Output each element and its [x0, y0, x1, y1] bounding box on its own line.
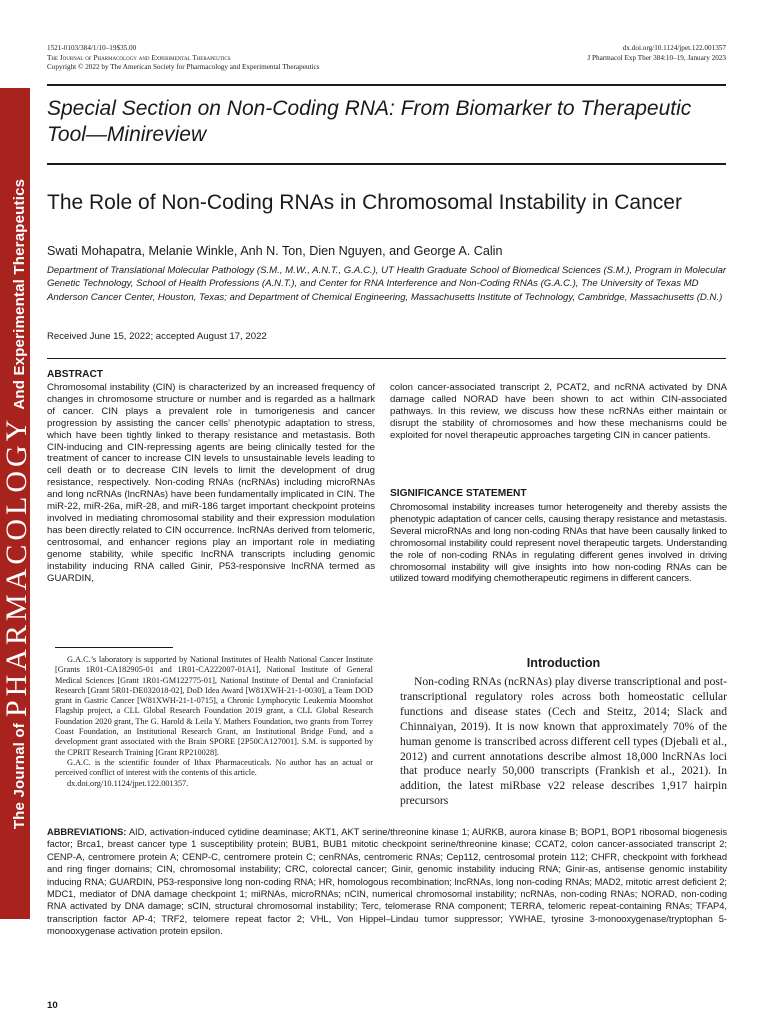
- section-title: Special Section on Non-Coding RNA: From Biomarker to Therapeutic Tool—Minireview: [47, 97, 692, 146]
- header-right: [587, 44, 726, 63]
- citation-line: J Pharmacol Exp Ther 384:10–19, January 2023: [587, 53, 726, 62]
- article-title: The Role of Non-Coding RNAs in Chromosomal Instability in Cancer: [47, 191, 682, 214]
- abbreviations-block: [47, 826, 727, 938]
- top-rule: [47, 84, 726, 86]
- introduction-heading: Introduction: [526, 656, 601, 670]
- header-left: [47, 44, 319, 73]
- affiliations: Department of Translational Molecular Pathology (S.M., M.W., A.N.T., G.A.C.), UT Health Graduate School of Biomedical Sciences (S.M.), Program in Molecular Genetic Technology, School of Health Professions (A.N.T.), and Center for RNA Interference and Non-Coding RNAs (G.A.C.), The University of Texas MD Anderson Cancer Center, Houston, Texas; and Department of Chemical Engineering, Massachusetts Institute of Technology, Cambridge, Massachusetts (D.N.): [47, 265, 727, 303]
- spine-text-part2: PHARMACOLOGY: [0, 415, 33, 718]
- header-divider: [47, 358, 726, 359]
- journal-spine-title: [0, 178, 33, 830]
- funding-footnote: G.A.C.’s laboratory is supported by National Institutes of Health National Cancer Institute [Grants 1R01-CA182905-01 and 1R01-CA222007-01A1], National Institute of General Medical Sciences [Grant 1R01-GM122775-01], National Institute of Dental and Craniofacial Research [Grant 5R01-DE032018-02], DoD Idea Award [W81XWH-21-1-0030], a Team DOD grant in Gastric Cancer [W81XWH-21-1-0715], a Chronic Lymphocytic Leukemia Moonshot Flagship project, a CLL Global Research Foundation 2019 grant, a CLL Global Research Foundation 2020 grant, The G. Harold & Leila Y. Mathers Foundation, two grants from Torrey Coast Foundation, an Institutional Research Grant, an Institutional Bridge Fund, and a development grant associated with the Brain SPORE [2P50CA127001]. S.M. is supported by the CPRIT Research Training [Grant RP210028].: [55, 655, 373, 757]
- doi-footnote: dx.doi.org/10.1124/jpet.122.001357.: [67, 778, 189, 788]
- abbreviations-text: AID, activation-induced cytidine deaminase; AKT1, AKT serine/threonine kinase 1; AURKB, aurora kinase B; BOP1, BOP1 ribosomal biogenesis factor; Brca1, breast cancer type 1 susceptibility protein; BUB1, BUB1 mitotic checkpoint serine/threonine kinase; CCAT2, colon cancer-associated transcript 2; CENP-A, centromere protein A; CENP-C, centromere protein C; cenRNAs, centromeric RNAs; Cep112, centrosomal protein 112; CHFR, checkpoint with forkhead and ring finger domains; CIN, chromosomal instability; CRC, colorectal cancer; Ginir, genomic instability inducing RNA; Ginir-as, antisense genomic instability inducing RNA; GUARDIN, P53-responsive long non-coding RNA; HR, homologous recombination; lncRNAs, long non-coding RNAs; MAD2, mitotic arrest deficient 2; MDC1, mediator of DNA damage checkpoint 1; miRNAs, microRNAs; nCIN, numerical chromosomal instability; ncRNAs, non-coding RNAs; NORAD, non-coding RNA activated by DNA damage; sCIN, structural chromosomal instability; Terc, telomerase RNA component; TERRA, telomeric repeat-containing RNAs; TFAP4, transcription factor AP-4; TRF2, telomere repeat factor 2; VHL, Von Hippel–Lindau tumor suppressor; YWHAE, tyrosine 3-monooxygenase/tryptophan 5-monooxygenase activation protein epsilon.: [47, 827, 727, 937]
- abbreviations-label: ABBREVIATIONS:: [47, 827, 127, 837]
- significance-text: Chromosomal instability increases tumor heterogeneity and thereby assists the phenotypic adaptation of cancer cells, causing therapy resistance and metastasis. Several microRNAs and long non-coding RNAs that have been causally linked to chromosomal instability could represent novel therapeutic targets. Understanding the role of non-coding RNAs in regulating different genes involved in driving chromosomal instability will give insights into how non-coding RNAs can be utilized toward modifying chemotherapeutic regimens in different cancers.: [390, 502, 727, 585]
- significance-heading: SIGNIFICANCE STATEMENT: [390, 488, 527, 499]
- spine-text-part3: And Experimental Therapeutics: [11, 178, 28, 410]
- section-rule: [47, 163, 726, 165]
- footnotes: [55, 655, 373, 789]
- abstract-heading: ABSTRACT: [47, 369, 104, 380]
- conflict-footnote: G.A.C. is the scientific founder of Ithax Pharmaceuticals. No author has an actual or perceived conflict of interest with the contents of this article.: [55, 757, 373, 778]
- footnote-rule: [55, 647, 173, 648]
- introduction-text: Non-coding RNAs (ncRNAs) play diverse transcriptional and post-transcriptional regulatory roles across both homeostatic cellular functions and disease states (Cech and Steitz, 2014; Slack and Chinnaiyan, 2019). It is now known that approximately 70% of the human genome is transcribed across different cell types (Djebali et al., 2012) and current annotations describe almost 18,000 lncRNAs loci that produce nearly 50,000 transcripts (Frankish et al., 2021). In addition, the latest miRbase v22 release describes 1,917 hairpin precursors: [400, 675, 727, 808]
- author-list: Swati Mohapatra, Melanie Winkle, Anh N. Ton, Dien Nguyen, and George A. Calin: [47, 244, 503, 258]
- issn-line: 1521-0103/384/1/10–19$35.00: [47, 44, 137, 52]
- doi-line: dx.doi.org/10.1124/jpet.122.001357: [622, 44, 726, 52]
- received-dates: Received June 15, 2022; accepted August 17, 2022: [47, 331, 267, 342]
- page-number: 10: [47, 1000, 58, 1011]
- abstract-text-left: Chromosomal instability (CIN) is characterized by an increased frequency of changes in chromosome structure or number and is regarded as a hallmark of cancer. CIN plays a prevalent role in tumorigenesis and cancer progression by assisting the cancer cells’ phenotypic adaptation to stress, which have been tightly linked to therapy resistance and metastasis. Both CIN-inducing and CIN-repressing agents are being clinically tested for the treatment of cancer to increase CIN levels to unsustainable levels leading to cell death or to decrease CIN levels to limit the development of drug resistance, respectively. Non-coding RNAs (ncRNAs) including microRNAs and long ncRNAs (lncRNAs) have been fundamentally implicated in CIN. The miR-22, miR-26a, miR-28, and miR-186 target important checkpoint proteins involved in mediating chromosomal stability and their expression modulation has been directly related to CIN occurrence. lncRNAs derived from telomeric, centrosomal, and enhancer regions play an important role in mediating genome stability, while specific lncRNA transcripts including genomic instability inducing RNA called Ginir, P53-responsive lncRNA termed as GUARDIN,: [47, 382, 375, 584]
- spine-text-part1: The Journal of: [11, 723, 28, 830]
- abstract-text-right: colon cancer-associated transcript 2, PCAT2, and ncRNA activated by DNA damage called NORAD have been shown to act within CIN-associated pathways. In this review, we discuss how these ncRNAs either maintain or disrupt the stability of chromosomes and how these mechanisms could be exploited for novel therapeutic approaches targeting CIN in cancer patients.: [390, 382, 727, 441]
- copyright-line: Copyright © 2022 by The American Society for Pharmacology and Experimental Therapeutics: [47, 63, 320, 72]
- journal-name-line: The Journal of Pharmacology and Experimental Therapeutics: [47, 53, 231, 62]
